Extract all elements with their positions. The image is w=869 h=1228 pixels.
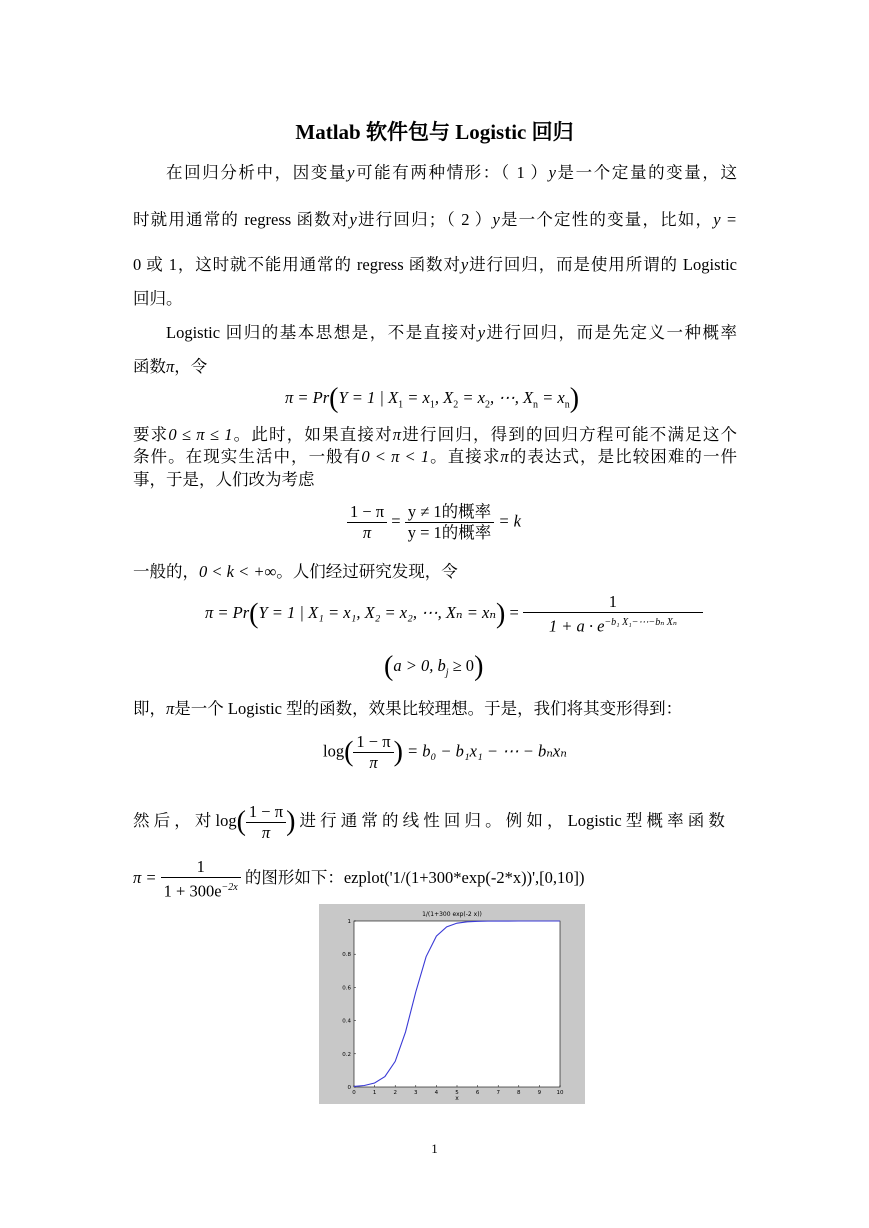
para2-line2: 函数π，令 [133,357,208,376]
y-tick-label: 0.2 [342,1051,351,1058]
x-tick-label: 7 [496,1090,500,1096]
equation-5: log( $\frac{1 - \pi}{\pi}$ ) = b₀ − b₁x₁ − ⋯ − bₙxₙ [323,732,567,772]
para1-line3: 0 或 1，这时就不能用通常的 regress 函数对y进行回归，而是使用所谓的 Logistic [133,255,738,274]
para6-line: 然 后 ， 对 log( $\frac{1 - \pi}{\pi}$ ) 进 行 通 常 的 线 性 回 归 。 例 如 ， Logistic 型 概 率 函 数 [133,801,725,842]
fraction-probability: $\frac{\text{y ≠ 1的概率}}{\text{y = 1的概率}}$ [405,502,495,543]
para3-line2: 条件。在现实生活中，一般有0 < π < 1。直接求π的表达式，是比较困难的一件 [133,447,738,466]
ezplot-figure [319,904,585,1104]
x-tick-label: 1 [372,1090,377,1096]
equation-2: $\frac{1 - \pi}{\pi}$ = $\frac{\text{y ≠ 1的概率}}{\text{y = 1的概率}}$ = k [347,502,521,543]
chart-title: 1/(1+300 exp(-2 x)) [422,911,482,918]
para1-line4: 回归。 [133,289,183,308]
para4-line: 一般的，0 < k < +∞。人们经过研究发现，令 [133,562,458,581]
para3-line3: 事，于是，人们改为考虑 [133,470,315,489]
para5-line: 即，π是一个 Logistic 型的函数，效果比较理想。于是，我们将其变形得到： [133,699,683,718]
x-axis-label: x [455,1095,459,1102]
x-tick-label: 0 [352,1090,356,1096]
x-tick-label: 3 [414,1090,418,1096]
page-number: 1 [431,1141,438,1156]
x-tick-label: 9 [537,1090,542,1096]
para2-line1: Logistic 回归的基本思想是，不是直接对y进行回归，而是先定义一种概率 [166,323,738,342]
y-tick-label: 0.6 [342,985,351,992]
y-tick-label: 1 [347,919,351,925]
logistic-fraction: $\frac{1}{1 + a \cdot e^{-b_1 X_1-\cdots-b_n X_n}}$ [523,592,703,637]
para1-line1: 在回归分析中，因变量y可能有两种情形：（ 1 ）y是一个定量的变量，这 [166,163,738,182]
plot-axes-frame [354,921,560,1087]
x-tick-label: 5 [455,1090,459,1096]
para1-line2: 时就用通常的 regress 函数对y进行回归；（ 2 ）y是一个定性的变量，比如，y = [133,210,738,229]
y-tick-label: 0.4 [342,1018,351,1025]
page-title: Matlab 软件包与 Logistic 回归 [295,120,574,144]
equation-1: π = Pr(Y = 1 | $X_1 = x_1$, $X_2 = x_2$, ⋯, $X_n = x_n$) [285,383,580,415]
x-tick-label: 8 [517,1090,521,1096]
equation-3: π = Pr(Y = 1 | X₁ = x₁, X₂ = x₂, ⋯, Xₙ = xₙ) = $\frac{1}{1 + a \cdot e^{-b_1 X_1-\cdots-b_n X_n}}$ [205,592,703,637]
fraction-1-minus-pi: $\frac{1 - \pi}{\pi}$ [347,502,387,543]
x-tick-label: 6 [475,1090,480,1096]
para7-line: π = $\frac{1}{1 + 300e^{-2x}}$ 的图形如下：ezplot('1/(1+300*exp(-2*x))',[0,10]) [133,857,585,901]
x-tick-label: 2 [393,1090,397,1096]
x-tick-label: 10 [556,1090,564,1096]
logistic-curve-chart [319,904,585,1104]
para3-line1: 要求0 ≤ π ≤ 1。此时，如果直接对π进行回归，得到的回归方程可能不满足这个 [133,425,738,444]
x-tick-label: 4 [434,1090,439,1096]
y-tick-label: 0.8 [342,952,351,959]
equation-4-conditions: (a > 0, $b_j \ge 0$) [384,651,484,683]
y-tick-label: 0 [347,1085,351,1091]
